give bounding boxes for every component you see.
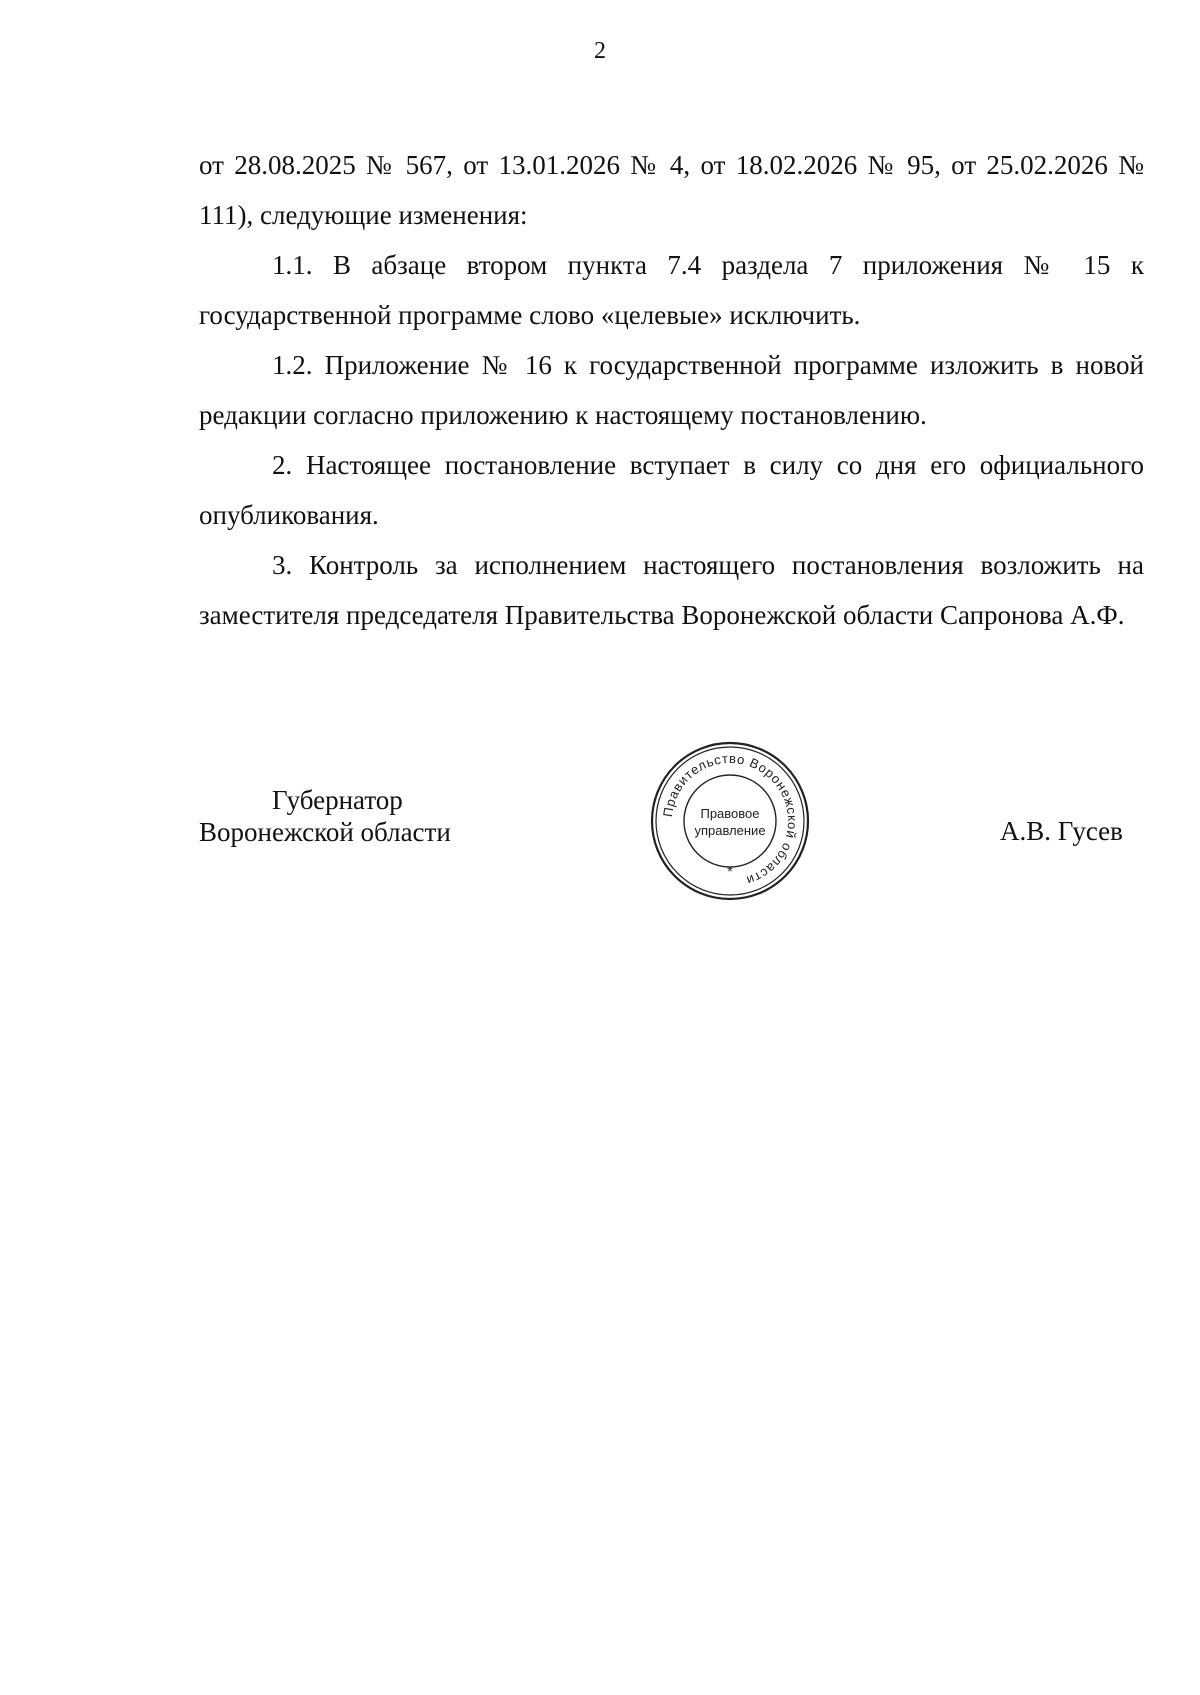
paragraph-1-1: 1.1. В абзаце втором пункта 7.4 раздела 7 приложения № 15 к государственной программе слово «целевые» исключить.	[199, 250, 1144, 330]
paragraph-3: 3. Контроль за исполнением настоящего постановления возложить на заместителя председателя Правительства Воронежской области Сапронова А.Ф.	[199, 550, 1144, 630]
stamp-center-line2: управление	[694, 823, 766, 838]
signatory-title: Губернатор	[272, 785, 403, 815]
document-body	[199, 140, 1144, 640]
paragraph-1-2: 1.2. Приложение № 16 к государственной программе изложить в новой редакции согласно приложению к настоящему постановлению.	[199, 350, 1144, 430]
stamp-star: *	[727, 863, 733, 879]
stamp-ring-text: Правительство Воронежской области	[660, 750, 801, 889]
paragraph-2: 2. Настоящее постановление вступает в силу со дня его официального опубликования.	[199, 450, 1144, 530]
stamp-center-line1: Правовое	[700, 806, 760, 821]
signatory-region: Воронежской области	[199, 817, 451, 847]
signatory-name: А.В. Гусев	[1000, 816, 1123, 846]
stamp-seal-icon	[649, 740, 811, 902]
official-stamp	[649, 740, 811, 902]
page-number: 2	[594, 38, 606, 64]
signature-block	[199, 784, 451, 848]
paragraph-continuation: от 28.08.2025 № 567, от 13.01.2026 № 4, от 18.02.2026 № 95, от 25.02.2026 № 111), следующие изменения:	[199, 150, 1144, 230]
